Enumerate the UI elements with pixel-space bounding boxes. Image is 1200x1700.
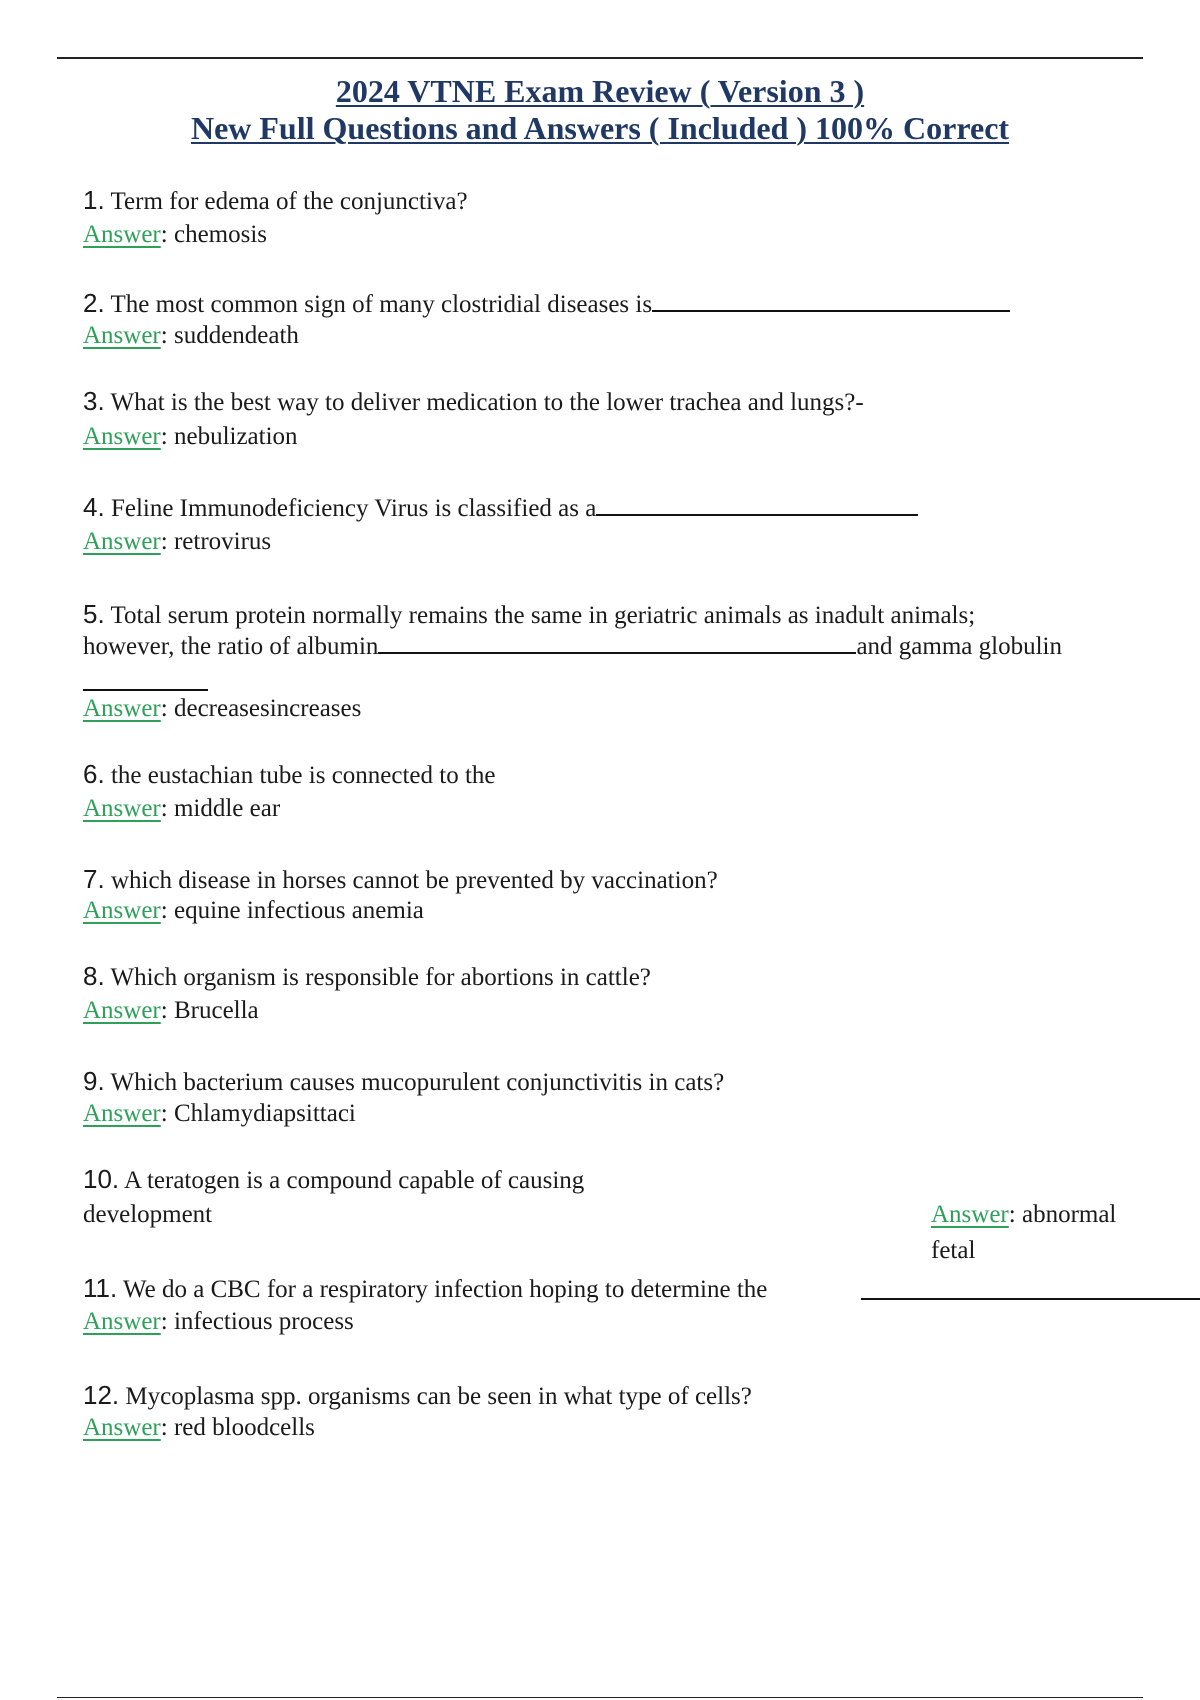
answer-text: red bloodcells: [173, 1414, 315, 1441]
bottom-rule: [57, 1697, 1143, 1698]
question-10: [83, 1164, 584, 1196]
answer-12: Answer: red bloodcells: [83, 1414, 315, 1441]
question-9: [83, 1066, 724, 1098]
question-4: [83, 492, 918, 524]
question-number: 1.: [83, 185, 105, 215]
answer-text: middle ear: [173, 795, 281, 822]
question-text: Mycoplasma spp. organisms can be seen in what type of cells?: [125, 1383, 752, 1410]
answer-8: Answer: Brucella: [83, 997, 259, 1024]
answer-label: Answer: [83, 997, 161, 1024]
answer-label: Answer: [83, 423, 161, 450]
question-text: What is the best way to deliver medication to the lower trachea and lungs?-: [110, 389, 864, 416]
question-number: 11.: [83, 1273, 118, 1303]
question-7: [83, 864, 718, 896]
question-number: 2.: [83, 288, 105, 318]
doc-title-line-1: 2024 VTNE Exam Review ( Version 3 ): [335, 73, 865, 109]
answer-text: retrovirus: [173, 528, 272, 555]
question-text: Which organism is responsible for abortions in cattle?: [110, 964, 651, 991]
question-6: [83, 759, 496, 791]
answer-text: Chlamydiapsittaci: [173, 1100, 356, 1127]
answer-label: Answer: [83, 322, 161, 349]
question-text: A teratogen is a compound capable of causing: [124, 1167, 585, 1194]
fill-blank-2: [83, 689, 208, 691]
question-text: The most common sign of many clostridial diseases is: [110, 291, 653, 318]
answer-label: Answer: [83, 1308, 161, 1335]
answer-text: nebulization: [173, 423, 298, 450]
question-11: [83, 1273, 767, 1305]
answer-text: infectious process: [173, 1308, 354, 1335]
answer-label: Answer: [83, 1100, 161, 1127]
answer-6: Answer: middle ear: [83, 795, 281, 822]
question-text: Total serum protein normally remains the same in geriatric animals as inadult animals;: [110, 602, 976, 629]
answer-label: Answer: [83, 528, 161, 555]
answer-label: Answer: [931, 1201, 1009, 1228]
question-5-line-2: [83, 632, 1062, 662]
answer-label: Answer: [83, 695, 161, 722]
fill-blank: [378, 632, 856, 654]
answer-1: Answer: chemosis: [83, 221, 268, 248]
answer-text: decreasesincreases: [173, 695, 362, 722]
question-2: [83, 288, 1010, 320]
answer-text: Brucella: [173, 997, 259, 1024]
answer-11: Answer: infectious process: [83, 1308, 354, 1335]
question-3: [83, 386, 864, 418]
question-number: 4.: [83, 492, 105, 522]
answer-text: equine infectious anemia: [173, 897, 424, 924]
question-1: [83, 185, 468, 217]
question-number: 5.: [83, 599, 105, 629]
question-number: 9.: [83, 1066, 105, 1096]
question-10-line-2: [83, 1200, 212, 1230]
answer-text-cont: fetal: [931, 1237, 976, 1264]
question-text: Feline Immunodeficiency Virus is classified as a: [110, 495, 597, 522]
question-text: Which bacterium causes mucopurulent conjunctivitis in cats?: [110, 1069, 725, 1096]
answer-label: Answer: [83, 1414, 161, 1441]
question-5: [83, 599, 975, 631]
question-text: the eustachian tube is connected to the: [110, 762, 496, 789]
question-text-cont: development: [83, 1201, 213, 1228]
answer-label: Answer: [83, 221, 161, 248]
question-text: which disease in horses cannot be prevented by vaccination?: [110, 867, 718, 894]
fill-blank: [861, 1298, 1200, 1300]
answer-2: Answer: suddendeath: [83, 322, 299, 349]
answer-label: Answer: [83, 897, 161, 924]
top-rule: [57, 57, 1143, 59]
question-text-cont-2: and gamma globulin: [856, 633, 1062, 660]
answer-10-cont: [931, 1236, 975, 1266]
answer-10: Answer: abnormal: [931, 1201, 1117, 1228]
fill-blank: [596, 494, 918, 516]
doc-title-line-2: New Full Questions and Answers ( Included ) 100% Correct: [190, 110, 1010, 146]
question-text-cont: however, the ratio of albumin: [83, 633, 379, 660]
question-number: 12.: [83, 1380, 120, 1410]
question-text: We do a CBC for a respiratory infection hoping to determine the: [123, 1276, 768, 1303]
question-number: 7.: [83, 864, 105, 894]
answer-9: Answer: Chlamydiapsittaci: [83, 1100, 356, 1127]
answer-text: chemosis: [173, 221, 268, 248]
question-12: [83, 1380, 752, 1412]
question-number: 6.: [83, 759, 105, 789]
answer-5: Answer: decreasesincreases: [83, 695, 362, 722]
question-8: [83, 961, 651, 993]
question-number: 8.: [83, 961, 105, 991]
question-number: 3.: [83, 386, 105, 416]
question-number: 10.: [83, 1164, 120, 1194]
answer-7: Answer: equine infectious anemia: [83, 897, 424, 924]
answer-text: abnormal: [1021, 1201, 1117, 1228]
answer-4: Answer: retrovirus: [83, 528, 272, 555]
answer-3: Answer: nebulization: [83, 423, 298, 450]
answer-label: Answer: [83, 795, 161, 822]
fill-blank: [652, 290, 1010, 312]
question-text: Term for edema of the conjunctiva?: [110, 188, 468, 215]
answer-text: suddendeath: [173, 322, 299, 349]
